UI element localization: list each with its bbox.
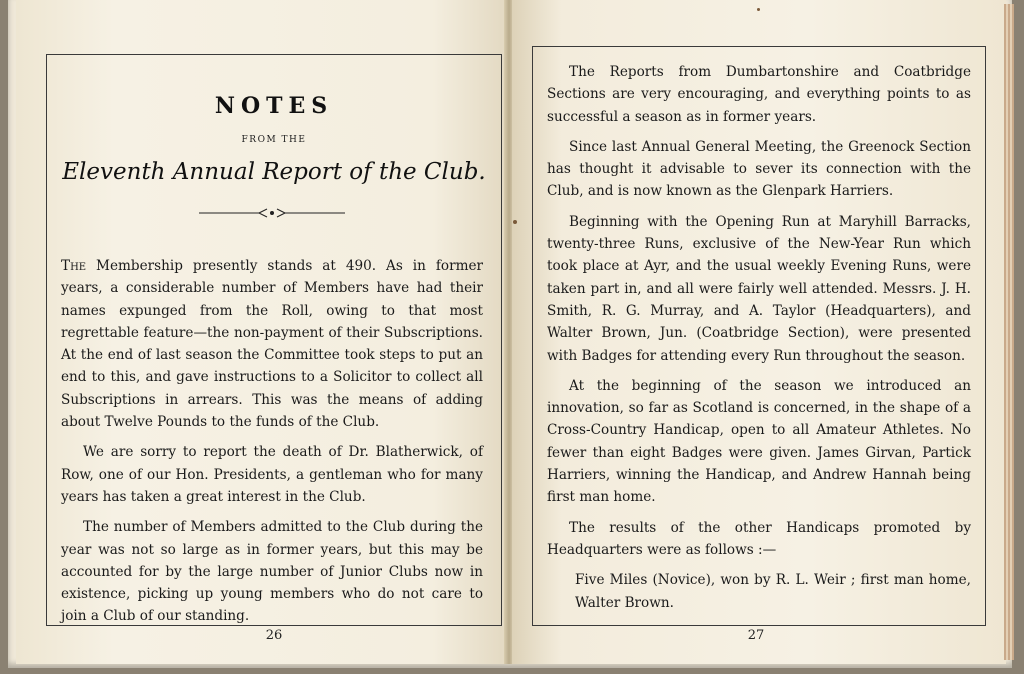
paragraph-text: Membership presently stands at 490. As in former years, a considerable number of Members have had their names expunged from the Roll, owing to that most regrettable feature—the non-payment of their Subscriptions. At the end of last season the Committee took steps to put an end to this, and gave instructions to a Solicitor to collect all Subscriptions in arrears. This was the means of adding about Twelve Pounds to the funds of the Club. [61, 258, 483, 431]
paragraph-membership [61, 255, 483, 433]
right-page-body [547, 61, 971, 622]
lead-word: The [61, 258, 87, 274]
left-page-frame [46, 54, 502, 626]
paragraph-section-reports: The Reports from Dumbartonshire and Coatbridge Sections are very encouraging, and everything points to as successful a season as in former years. [547, 64, 971, 125]
left-page-body [61, 255, 483, 636]
heading-notes: NOTES [214, 93, 334, 119]
foxing-spot [513, 220, 517, 224]
heading-from-the: FROM THE [241, 135, 307, 145]
right-page [512, 0, 1006, 664]
paragraph-death-notice: We are sorry to report the death of Dr. Blatherwick, of Row, one of our Hon. Presidents, a gentleman who for many years has taken a great interest in the Club. [61, 444, 483, 505]
paragraph-handicap-results: The results of the other Handicaps promoted by Headquarters were as follows :— [547, 519, 971, 558]
left-page [16, 0, 506, 664]
paragraph-cross-country: At the beginning of the season we introduced an innovation, so far as Scotland is concerned, in the shape of a Cross-Country Handicap, open to all Amateur Athletes. No fewer than eight Badges were given. James Girvan, Partick Harriers, winning the Handicap, and Andrew Hannah being first man home. [547, 377, 971, 506]
page-edges [1004, 4, 1014, 660]
page-number-left: 26 [265, 628, 283, 643]
foxing-spot [757, 8, 760, 11]
handicap-result-item: Five Miles (Novice), won by R. L. Weir ; first man home, Walter Brown. [575, 572, 971, 611]
open-book [8, 0, 1012, 668]
right-page-frame [532, 46, 986, 626]
page-number-right: 27 [747, 628, 765, 643]
report-title: Eleventh Annual Report of the Club. [62, 159, 486, 185]
paragraph-runs: Beginning with the Opening Run at Maryhill Barracks, twenty-three Runs, exclusive of the New-Year Run which took place at Ayr, and the usual weekly Evening Runs, were taken part in, and all were fairly well attended. Messrs. J. H. Smith, R. G. Murray, and A. Taylor (Headquarters), and Walter Brown, Jun. (Coatbridge Section), were presented with Badges for attending every Run throughout the season. [547, 213, 971, 364]
paragraph-members-admitted: The number of Members admitted to the Club during the year was not so large as in former years, but this may be accounted for by the large number of Junior Clubs now in existence, picking up young members who do not care to join a Club of our standing. [61, 519, 483, 625]
paragraph-greenock-section: Since last Annual General Meeting, the Greenock Section has thought it advisable to sever its connection with the Club, and is now known as the Glenpark Harriers. [547, 138, 971, 200]
ornament-divider-icon [197, 205, 347, 221]
